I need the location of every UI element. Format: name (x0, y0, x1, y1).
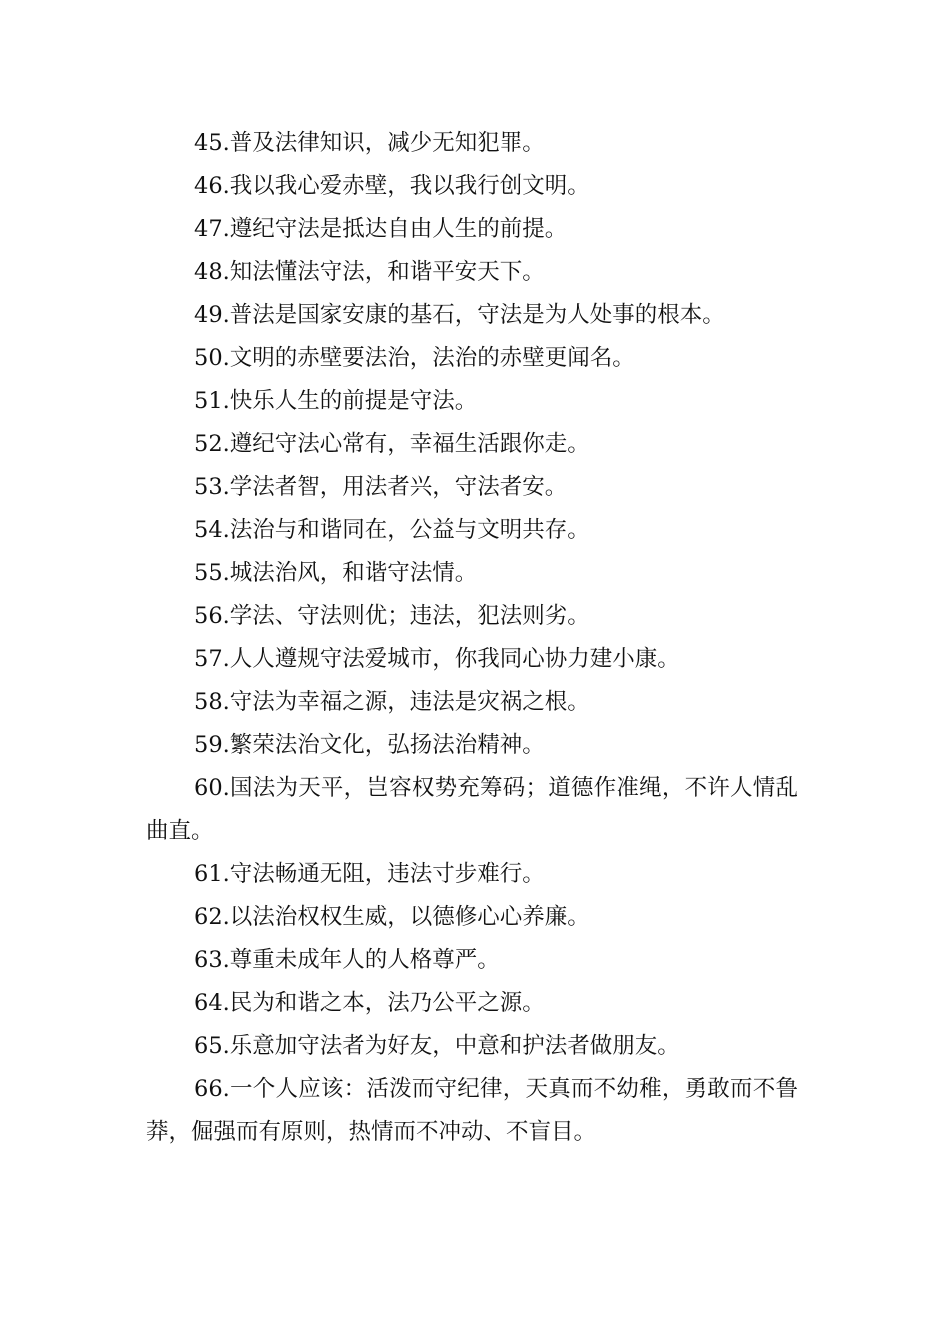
slogan-paragraph: 53.学法者智，用法者兴，守法者安。 (194, 474, 568, 500)
slogan-paragraph: 57.人人遵规守法爱城市，你我同心协力建小康。 (194, 646, 680, 672)
document-body (146, 122, 798, 1154)
slogan-paragraph: 65.乐意加守法者为好友，中意和护法者做朋友。 (194, 1033, 680, 1059)
slogan-paragraph: 62.以法治权权生威，以德修心心养廉。 (194, 904, 590, 930)
slogan-paragraph: 48.知法懂法守法，和谐平安天下。 (194, 259, 545, 285)
slogan-paragraph: 52.遵纪守法心常有，幸福生活跟你走。 (194, 431, 590, 457)
slogan-paragraph: 59.繁荣法治文化，弘扬法治精神。 (194, 732, 545, 758)
slogan-paragraph: 63.尊重未成年人的人格尊严。 (194, 947, 500, 973)
slogan-paragraph: 66.一个人应该：活泼而守纪律，天真而不幼稚，勇敢而不鲁莽，倔强而有原则，热情而不冲动、不盲目。 (146, 1076, 798, 1145)
slogan-paragraph: 64.民为和谐之本，法乃公平之源。 (194, 990, 545, 1016)
slogan-paragraph: 50.文明的赤壁要法治，法治的赤壁更闻名。 (194, 345, 635, 371)
slogan-paragraph: 56.学法、守法则优；违法，犯法则劣。 (194, 603, 590, 629)
slogan-paragraph: 61.守法畅通无阻，违法寸步难行。 (194, 861, 545, 887)
slogan-paragraph: 45.普及法律知识，减少无知犯罪。 (194, 130, 545, 156)
slogan-paragraph: 49.普法是国家安康的基石，守法是为人处事的根本。 (194, 302, 725, 328)
slogan-paragraph: 55.城法治风，和谐守法情。 (194, 560, 478, 586)
slogan-paragraph: 54.法治与和谐同在，公益与文明共存。 (194, 517, 590, 543)
slogan-paragraph: 46.我以我心爱赤壁，我以我行创文明。 (194, 173, 590, 199)
slogan-paragraph: 58.守法为幸福之源，违法是灾祸之根。 (194, 689, 590, 715)
slogan-paragraph: 51.快乐人生的前提是守法。 (194, 388, 478, 414)
slogan-paragraph: 60.国法为天平，岂容权势充筹码；道德作准绳，不许人情乱曲直。 (146, 775, 798, 844)
slogan-paragraph: 47.遵纪守法是抵达自由人生的前提。 (194, 216, 568, 242)
